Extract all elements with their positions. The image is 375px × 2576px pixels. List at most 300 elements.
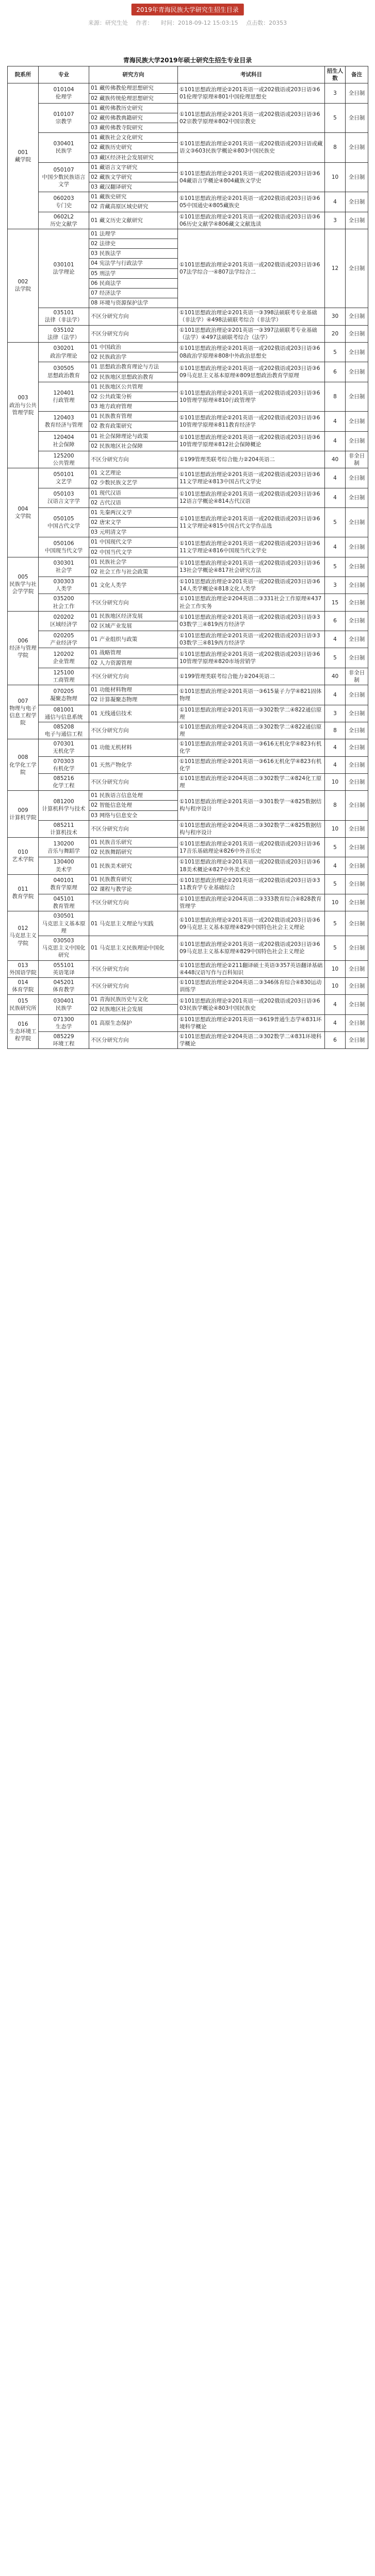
exam-cell: ①101思想政治理论②201英语一或202俄语或203日语③618美术概论④827中外美术史	[178, 857, 325, 874]
college-cell: 001 藏学院	[8, 83, 39, 229]
major-cell: 050101 文艺学	[39, 468, 89, 488]
header-direction: 研究方向	[89, 66, 178, 83]
direction-cell: 02 公共政策分析	[89, 392, 178, 401]
count-cell: 5	[325, 874, 346, 894]
college-cell: 013 外国语学院	[8, 960, 39, 977]
count-cell: 4	[325, 431, 346, 451]
college-cell: 008 化学化工学院	[8, 739, 39, 791]
major-cell: 130200 音乐与舞蹈学	[39, 838, 89, 857]
note-cell: 全日制	[346, 631, 368, 648]
note-cell: 全日制	[346, 995, 368, 1014]
note-cell: 全日制	[346, 838, 368, 857]
direction-cell: 02 民族政治学	[89, 352, 178, 362]
table-row	[8, 648, 368, 658]
college-cell: 015 民族研究所	[8, 995, 39, 1014]
direction-cell: 01 民族地区公共管理	[89, 382, 178, 392]
major-cell: 130400 美术学	[39, 857, 89, 874]
exam-cell: ①101思想政治理论②201英语一或202俄语或203日语③610管理学原理④811教育经济学	[178, 412, 325, 431]
count-cell: 6	[325, 1031, 346, 1048]
major-cell: 035200 社会工作	[39, 594, 89, 611]
direction-cell: 02 唐宋文学	[89, 518, 178, 528]
direction-cell: 不区分研究方向	[89, 894, 178, 911]
note-cell: 全日制	[346, 756, 368, 773]
header-count: 招生人数	[325, 66, 346, 83]
count-cell: 4	[325, 468, 346, 488]
exam-cell: ①101思想政治理论②204英语二③302数学二④822通信原理	[178, 722, 325, 739]
direction-cell: 02 人力资源管理	[89, 658, 178, 668]
direction-cell: 03 藏汉翻译研究	[89, 182, 178, 192]
table-row	[8, 537, 368, 547]
direction-cell: 02 青藏高原区域史研究	[89, 202, 178, 212]
direction-cell: 01 文化人类学	[89, 577, 178, 594]
major-cell: 035102 法律（法学）	[39, 325, 89, 342]
direction-cell: 01 中国现代文学	[89, 537, 178, 547]
major-cell: 125200 公共管理	[39, 451, 89, 468]
table-row	[8, 557, 368, 567]
note-cell: 全日制	[346, 308, 368, 325]
count-cell: 30	[325, 308, 346, 325]
exam-cell: ①199管理类联考综合能力②204英语二	[178, 668, 325, 685]
table-row	[8, 874, 368, 884]
college-cell: 006 经济与管理学院	[8, 611, 39, 685]
major-cell: 055101 英语笔译	[39, 960, 89, 977]
table-row	[8, 451, 368, 468]
table-row	[8, 756, 368, 773]
exam-cell: ①101思想政治理论②201英语一或202俄语或203日语③605中国通史④805藏族史	[178, 192, 325, 212]
exam-cell: ①101思想政治理论②201英语一或202俄语或203日语③611文学理论④815中国古代文学作品选	[178, 507, 325, 537]
note-cell: 全日制	[346, 936, 368, 960]
direction-cell: 01 思想政治教育理论与方法	[89, 362, 178, 372]
count-cell: 4	[325, 685, 346, 705]
exam-cell: ①101思想政治理论②201英语一或202俄语或203日语③603民族学概论④803中国民族史	[178, 995, 325, 1014]
major-cell: 045101 教育管理	[39, 894, 89, 911]
direction-cell: 02 计算凝聚态物理	[89, 695, 178, 705]
major-cell: 030401 民族学	[39, 133, 89, 163]
note-cell: 全日制	[346, 1014, 368, 1031]
direction-cell: 01 藏传佛教伦理思想研究	[89, 83, 178, 93]
direction-cell: 02 民族地区社会保障	[89, 441, 178, 451]
direction-cell: 05 刑法学	[89, 268, 178, 278]
note-cell: 全日制	[346, 960, 368, 977]
note-cell: 全日制	[346, 739, 368, 756]
catalog-table	[7, 66, 368, 1049]
count-cell: 8	[325, 722, 346, 739]
direction-cell: 01 中国政治	[89, 342, 178, 352]
college-cell: 014 体育学院	[8, 977, 39, 994]
major-cell: 030101 法学理论	[39, 229, 89, 308]
direction-cell: 01 藏语言文字研究	[89, 162, 178, 172]
exam-cell: ①101思想政治理论②201英语一③619普通生态学④831环境科学概论	[178, 1014, 325, 1031]
direction-cell: 02 藏族文学研究	[89, 172, 178, 182]
table-row	[8, 631, 368, 648]
count-cell: 5	[325, 342, 346, 362]
exam-cell: ①101思想政治理论②201英语一或202俄语或203日语③614人类学概论④818文化人类学	[178, 577, 325, 594]
direction-cell: 不区分研究方向	[89, 325, 178, 342]
count-cell: 10	[325, 773, 346, 790]
college-cell: 016 生态环境工程学院	[8, 1014, 39, 1049]
direction-cell: 08 环境与资源保护法学	[89, 298, 178, 308]
major-cell: 085229 环境工程	[39, 1031, 89, 1048]
note-cell: 全日制	[346, 507, 368, 537]
direction-cell: 01 民族社会学	[89, 557, 178, 567]
count-cell: 40	[325, 668, 346, 685]
note-cell: 全日制	[346, 557, 368, 577]
note-cell: 全日制	[346, 894, 368, 911]
note-cell: 全日制	[346, 911, 368, 936]
note-cell: 全日制	[346, 342, 368, 362]
direction-cell: 不区分研究方向	[89, 820, 178, 837]
direction-cell: 02 民族舞蹈研究	[89, 848, 178, 857]
table-row	[8, 507, 368, 517]
top-bar	[0, 0, 375, 19]
major-cell: 085216 化学工程	[39, 773, 89, 790]
major-cell: 120401 行政管理	[39, 382, 89, 412]
major-cell: 020202 区域经济学	[39, 611, 89, 631]
table-row	[8, 995, 368, 1005]
count-cell: 4	[325, 192, 346, 212]
catalog-body	[8, 83, 368, 1049]
meta-date: 时间：2018-09-12 15:03:15	[160, 20, 238, 26]
note-cell: 全日制	[346, 1031, 368, 1048]
exam-cell: ①101思想政治理论②201英语一或202俄语或203日语③606历史文献学④806藏文文献选读	[178, 212, 325, 229]
count-cell: 8	[325, 382, 346, 412]
note-cell: 全日制	[346, 488, 368, 507]
table-row	[8, 229, 368, 239]
major-cell: 030501 马克思主义基本原理	[39, 911, 89, 936]
table-row	[8, 820, 368, 837]
direction-cell: 02 藏族传统伦理思想研究	[89, 93, 178, 103]
note-cell: 全日制	[346, 382, 368, 412]
major-cell: 050107 中国少数民族语言文学	[39, 162, 89, 192]
count-cell: 10	[325, 977, 346, 994]
college-cell: 011 教育学院	[8, 874, 39, 911]
table-row	[8, 362, 368, 372]
count-cell: 4	[325, 412, 346, 431]
major-cell: 070301 无机化学	[39, 739, 89, 756]
college-cell: 012 马克思主义学院	[8, 911, 39, 960]
direction-cell: 01 功能无机材料	[89, 739, 178, 756]
table-row	[8, 212, 368, 229]
direction-cell: 不区分研究方向	[89, 668, 178, 685]
direction-cell: 01 高原生态保护	[89, 1014, 178, 1031]
major-cell: 045201 体育教学	[39, 977, 89, 994]
note-cell: 全日制	[346, 412, 368, 431]
count-cell: 40	[325, 451, 346, 468]
direction-cell: 01 产业组织与政策	[89, 631, 178, 648]
exam-cell: ①101思想政治理论②204英语二③333教育综合④828教育管理学	[178, 894, 325, 911]
major-cell: 071300 生态学	[39, 1014, 89, 1031]
note-cell: 全日制	[346, 229, 368, 308]
direction-cell: 02 藏传佛教典籍研究	[89, 113, 178, 123]
table-row	[8, 308, 368, 325]
note-cell: 全日制	[346, 791, 368, 821]
article-meta	[0, 19, 375, 27]
direction-cell: 01 民族教育研究	[89, 874, 178, 884]
note-cell: 全日制	[346, 773, 368, 790]
table-row	[8, 1031, 368, 1048]
count-cell: 8	[325, 791, 346, 821]
count-cell: 5	[325, 557, 346, 577]
page-badge: 2019年青海民族大学研究生招生目录	[131, 4, 244, 15]
direction-cell: 01 藏传佛教历史研究	[89, 103, 178, 113]
exam-cell: ①101思想政治理论②201英语一或202俄语或203日语③610管理学原理④810行政管理学	[178, 382, 325, 412]
header-note: 备注	[346, 66, 368, 83]
count-cell: 3	[325, 705, 346, 722]
direction-cell: 01 青海民族历史与文化	[89, 995, 178, 1005]
direction-cell: 01 马克思主义民族理论中国化	[89, 936, 178, 960]
direction-cell: 不区分研究方向	[89, 308, 178, 325]
direction-cell: 不区分研究方向	[89, 1031, 178, 1048]
direction-cell: 不区分研究方向	[89, 977, 178, 994]
note-cell: 全日制	[346, 977, 368, 994]
direction-cell: 02 智能信息处理	[89, 801, 178, 810]
table-row	[8, 739, 368, 756]
exam-cell: ①101思想政治理论②201英语一或202俄语或203日语或藏语文③603民族学概论④803中国民族史	[178, 133, 325, 163]
note-cell: 全日制	[346, 468, 368, 488]
exam-cell: ①101思想政治理论②201英语一或202俄语或203日语③608政治学原理④808中外政治思想史	[178, 342, 325, 362]
table-row	[8, 468, 368, 478]
major-cell: 081001 通信与信息系统	[39, 705, 89, 722]
exam-cell: ①101思想政治理论②201英语一③397法硕联考专业基础（法学）④497法硕联考综合（法学）	[178, 325, 325, 342]
table-row	[8, 668, 368, 685]
count-cell: 8	[325, 133, 346, 163]
direction-cell: 02 中国当代文学	[89, 547, 178, 557]
major-cell: 125100 工商管理	[39, 668, 89, 685]
table-row	[8, 412, 368, 421]
major-cell: 010104 伦理学	[39, 83, 89, 103]
table-row	[8, 325, 368, 342]
college-cell: 003 政治与公共管理学院	[8, 342, 39, 468]
table-row	[8, 977, 368, 994]
note-cell: 全日制	[346, 325, 368, 342]
note-cell: 全日制	[346, 705, 368, 722]
count-cell: 3	[325, 212, 346, 229]
count-cell: 10	[325, 960, 346, 977]
direction-cell: 02 法律史	[89, 239, 178, 249]
major-cell: 020205 产业经济学	[39, 631, 89, 648]
direction-cell: 不区分研究方向	[89, 594, 178, 611]
direction-cell: 03 民族法学	[89, 249, 178, 259]
college-cell: 002 法学院	[8, 229, 39, 342]
exam-cell: ①199管理类联考综合能力②204英语二	[178, 451, 325, 468]
direction-cell: 不区分研究方向	[89, 451, 178, 468]
exam-cell: ①101思想政治理论②204英语二③331社会工作原理④437社会工作实务	[178, 594, 325, 611]
direction-cell: 07 经济法学	[89, 288, 178, 298]
table-row	[8, 773, 368, 790]
direction-cell: 01 社会保障理论与政策	[89, 431, 178, 441]
count-cell: 4	[325, 756, 346, 773]
count-cell: 4	[325, 995, 346, 1014]
major-cell: 030301 社会学	[39, 557, 89, 577]
college-cell: 010 艺术学院	[8, 838, 39, 875]
table-row	[8, 577, 368, 594]
table-row	[8, 342, 368, 352]
note-cell: 全日制	[346, 212, 368, 229]
table-row	[8, 1014, 368, 1031]
count-cell: 4	[325, 488, 346, 507]
count-cell: 4	[325, 739, 346, 756]
count-cell: 5	[325, 103, 346, 133]
exam-cell: ①101思想政治理论②201英语一③301数学一④825数据结构与程序设计	[178, 791, 325, 821]
note-cell: 全日制	[346, 362, 368, 382]
direction-cell: 03 网络与信息安全	[89, 810, 178, 820]
major-cell: 120202 企业管理	[39, 648, 89, 668]
direction-cell: 01 民族音乐研究	[89, 838, 178, 848]
direction-cell: 02 少数民族文艺学	[89, 478, 178, 488]
exam-cell: ①101思想政治理论②201英语一③398法硕联考专业基础（非法学）④498法硕联考综合（非法学）	[178, 308, 325, 325]
exam-cell: ①101思想政治理论②201英语一或202俄语或203日语③604藏语言学概论④804藏族文学史	[178, 162, 325, 192]
direction-cell: 02 藏族历史研究	[89, 143, 178, 152]
direction-cell: 02 课程与教学论	[89, 884, 178, 894]
count-cell: 10	[325, 820, 346, 837]
direction-cell: 02 区域产业发展	[89, 621, 178, 631]
document-title: 青海民族大学2019年硕士研究生招生专业目录	[123, 57, 252, 64]
table-row	[8, 103, 368, 113]
note-cell: 全日制	[346, 577, 368, 594]
direction-cell: 不区分研究方向	[89, 773, 178, 790]
count-cell: 15	[325, 594, 346, 611]
count-cell: 5	[325, 838, 346, 857]
direction-cell: 03 元明清文学	[89, 528, 178, 537]
exam-cell: ①101思想政治理论②201英语一或202俄语或203日语③607法学综合一④807法学综合二	[178, 229, 325, 308]
note-cell: 全日制	[346, 594, 368, 611]
direction-cell: 01 功能材料物理	[89, 685, 178, 695]
direction-cell: 03 藏区经济社会发展研究	[89, 152, 178, 162]
exam-cell: ①101思想政治理论②201英语一或202俄语或203日语③609马克思主义基本原理④829中国特色社会主义理论	[178, 911, 325, 936]
exam-cell: ①101思想政治理论②204英语二③346体育综合④830运动训练学	[178, 977, 325, 994]
direction-cell: 02 教育政策研究	[89, 421, 178, 431]
exam-cell: ①101思想政治理论②201英语一或202俄语或203日语③610管理学原理④812社会保障概论	[178, 431, 325, 451]
count-cell: 4	[325, 631, 346, 648]
count-cell: 4	[325, 1014, 346, 1031]
exam-cell: ①101思想政治理论②201英语一或202俄语或203日语③617音乐基础理论④826中外音乐史	[178, 838, 325, 857]
direction-cell: 01 藏族社会文化研究	[89, 133, 178, 143]
table-row	[8, 431, 368, 441]
direction-cell: 02 古代汉语	[89, 498, 178, 507]
note-cell: 全日制	[346, 192, 368, 212]
count-cell: 5	[325, 507, 346, 537]
note-cell: 全日制	[346, 857, 368, 874]
table-row	[8, 857, 368, 874]
direction-cell: 不区分研究方向	[89, 722, 178, 739]
major-cell: 050105 中国古代文学	[39, 507, 89, 537]
header-major: 专业	[39, 66, 89, 83]
table-row	[8, 611, 368, 621]
major-cell: 030503 马克思主义中国化研究	[39, 936, 89, 960]
exam-cell: ①101思想政治理论②201英语一③302数学二④822通信原理	[178, 705, 325, 722]
direction-cell: 01 文艺理论	[89, 468, 178, 478]
table-row	[8, 594, 368, 611]
major-cell: 070303 有机化学	[39, 756, 89, 773]
direction-cell: 01 法理学	[89, 229, 178, 239]
college-cell: 009 计算机学院	[8, 791, 39, 838]
exam-cell: ①101思想政治理论②201英语一或202俄语或203日语③303数学三④819西方经济学	[178, 631, 325, 648]
table-row	[8, 936, 368, 960]
direction-cell: 06 民商法学	[89, 278, 178, 288]
count-cell: 6	[325, 611, 346, 631]
direction-cell: 01 民族美术研究	[89, 857, 178, 874]
major-cell: 050106 中国现当代文学	[39, 537, 89, 557]
major-cell: 030201 政治学理论	[39, 342, 89, 362]
major-cell: 050103 汉语言文字学	[39, 488, 89, 507]
direction-cell: 03 藏传佛教寺院研究	[89, 123, 178, 133]
exam-cell: ①101思想政治理论②201英语一或202俄语或203日语③602宗教学原理④802中国宗教史	[178, 103, 325, 133]
note-cell: 全日制	[346, 537, 368, 557]
count-cell: 10	[325, 894, 346, 911]
note-cell: 全日制	[346, 820, 368, 837]
exam-cell: ①101思想政治理论②201英语一或202俄语或203日语③611文学理论④813中国古代文学史	[178, 468, 325, 488]
exam-cell: ①101思想政治理论②211翻译硕士英语③357英语翻译基础④448汉语写作与百科知识	[178, 960, 325, 977]
college-cell: 005 民族学与社会学学院	[8, 557, 39, 611]
major-cell: 120404 社会保障	[39, 431, 89, 451]
major-cell: 085211 计算机技术	[39, 820, 89, 837]
direction-cell: 02 民族地区思想政治教育	[89, 372, 178, 382]
college-cell: 007 物理与电子信息工程学院	[8, 685, 39, 739]
direction-cell: 01 民族教育管理	[89, 412, 178, 421]
note-cell: 全日制	[346, 431, 368, 451]
table-row	[8, 83, 368, 93]
direction-cell: 01 天然产物化学	[89, 756, 178, 773]
major-cell: 030303 人类学	[39, 577, 89, 594]
note-cell: 非全日制	[346, 668, 368, 685]
note-cell: 全日制	[346, 611, 368, 631]
direction-cell: 02 社会工作与社会政策	[89, 567, 178, 577]
major-cell: 070205 凝聚态物理	[39, 685, 89, 705]
table-row	[8, 162, 368, 172]
note-cell: 全日制	[346, 83, 368, 103]
count-cell: 5	[325, 648, 346, 668]
exam-cell: ①101思想政治理论②201英语一③616无机化学④823有机化学	[178, 756, 325, 773]
major-cell: 040101 教育学原理	[39, 874, 89, 894]
table-row	[8, 838, 368, 848]
major-cell: 060203 专门史	[39, 192, 89, 212]
meta-author: 作者：	[136, 20, 153, 26]
count-cell: 10	[325, 162, 346, 192]
count-cell: 4	[325, 537, 346, 557]
direction-cell: 01 藏族史研究	[89, 192, 178, 202]
table-row	[8, 791, 368, 801]
note-cell: 全日制	[346, 648, 368, 668]
direction-cell: 01 先秦两汉文学	[89, 507, 178, 517]
exam-cell: ①101思想政治理论②204英语二③302数学二④831环境科学概论	[178, 1031, 325, 1048]
exam-cell: ①101思想政治理论②201英语一或202俄语或203日语③611文学理论④816中国现当代文学史	[178, 537, 325, 557]
direction-cell: 01 无线通信技术	[89, 705, 178, 722]
table-row	[8, 911, 368, 936]
exam-cell: ①101思想政治理论②201英语一或202俄语或203日语③601伦理学原理④801中国伦理思想史	[178, 83, 325, 103]
direction-cell: 04 宪法学与行政法学	[89, 259, 178, 268]
count-cell: 12	[325, 229, 346, 308]
table-row	[8, 133, 368, 143]
exam-cell: ①101思想政治理论②204英语二③302数学二④825数据结构与程序设计	[178, 820, 325, 837]
header-college: 院系所	[8, 66, 39, 83]
exam-cell: ①101思想政治理论②201英语一或202俄语或203日语③613社会学概论④817社会研究方法	[178, 557, 325, 577]
note-cell: 全日制	[346, 133, 368, 163]
note-cell: 全日制	[346, 103, 368, 133]
header-exam: 考试科目	[178, 66, 325, 83]
major-cell: 120403 教育经济与管理	[39, 412, 89, 431]
major-cell: 010107 宗教学	[39, 103, 89, 133]
direction-cell: 03 地方政府管理	[89, 402, 178, 412]
table-row	[8, 960, 368, 977]
direction-cell: 02 民族地区社会发展	[89, 1005, 178, 1014]
count-cell: 5	[325, 911, 346, 936]
direction-cell: 01 藏文历史文献研究	[89, 212, 178, 229]
direction-cell: 01 战略管理	[89, 648, 178, 658]
count-cell: 5	[325, 936, 346, 960]
table-row	[8, 894, 368, 911]
major-cell: 030505 思想政治教育	[39, 362, 89, 382]
table-row	[8, 382, 368, 392]
